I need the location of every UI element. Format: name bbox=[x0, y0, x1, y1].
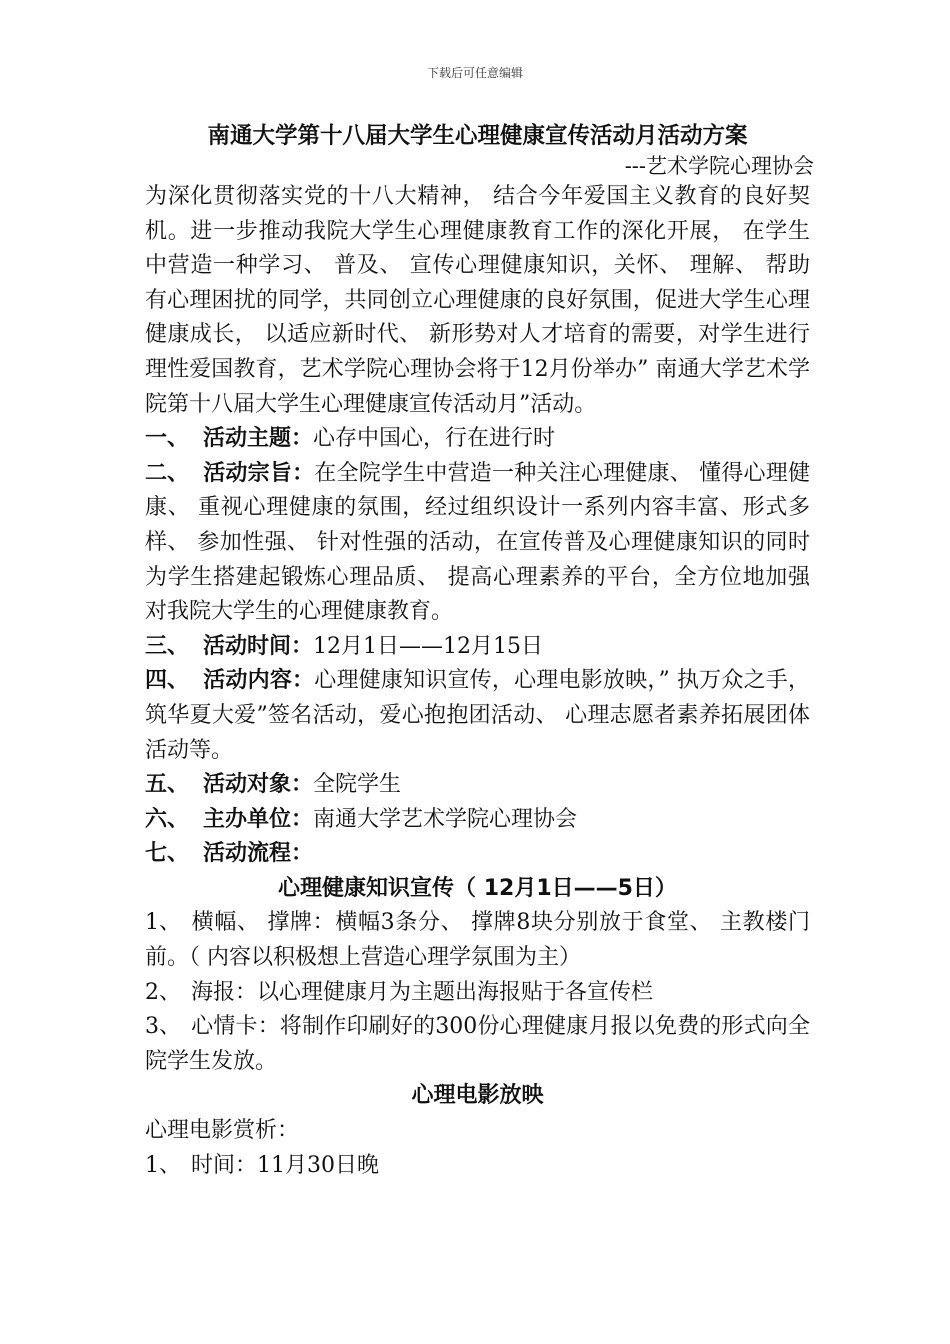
item-text: 横幅、 撑牌：横幅3条分、 撑牌8块分别放于食堂、 主教楼门前。（ 内容以积极想上营造心理学氛围为主） bbox=[145, 910, 810, 971]
document-body bbox=[145, 118, 814, 1183]
section-audience bbox=[145, 768, 810, 803]
item-text: 海报：以心理健康月为主题出海报贴于各宣传栏 bbox=[191, 979, 654, 1005]
part1-heading: 心理健康知识宣传（ 12月1日——5日） bbox=[278, 875, 677, 901]
part2-heading: 心理电影放映 bbox=[411, 1083, 544, 1109]
section-colon: ： bbox=[291, 426, 314, 452]
section-number: 三、 bbox=[145, 633, 190, 659]
section-colon: ： bbox=[291, 633, 314, 659]
document-title: 南通大学第十八届大学生心理健康宣传活动月活动方案 bbox=[207, 123, 748, 149]
item-text: 心情卡：将制作印刷好的300份心理健康月报以免费的形式向全院学生发放。 bbox=[145, 1014, 810, 1074]
section-heading: 活动内容 bbox=[203, 668, 293, 694]
section-number: 六、 bbox=[145, 806, 190, 832]
intro-paragraph: 为深化贯彻落实党的十八大精神， 结合今年爱国主义教育的良好契机。进一步推动我院大学生心理健康教育工作的深化开展， 在学生中营造一种学习、 普及、 宣传心理健康知识，关怀、 理解、 帮助有心理困扰的同学，共同创立心理健康的良好氛围，促进大学生心理健康成长， 以适应新时代、 新形势对人才培育的需要，对学生进行理性爱国教育，艺术学院心理协会将于12月份举办” 南通大学艺术学院第十八届大学生心理健康宣传活动月”活动。 bbox=[145, 184, 810, 417]
section-colon: ： bbox=[291, 841, 314, 867]
section-number: 四、 bbox=[145, 668, 190, 694]
section-text: 全院学生 bbox=[313, 772, 402, 798]
part1-item bbox=[145, 1010, 810, 1079]
section-heading: 活动主题 bbox=[203, 426, 292, 452]
section-text: 心存中国心，行在进行时 bbox=[313, 426, 556, 452]
section-text: 心理健康知识宣传，心理电影放映，” 执万众之手，筑华夏大爱”签名活动，爱心抱抱团活动、 心理志愿者素养拓展团体活动等。 bbox=[145, 668, 810, 763]
item-number: 1、 bbox=[145, 1152, 181, 1178]
section-colon: ： bbox=[291, 806, 314, 832]
item-text: 时间：11月30日晚 bbox=[191, 1152, 379, 1178]
part2-item bbox=[145, 1149, 810, 1184]
section-text: 12月1日——12月15日 bbox=[313, 633, 544, 659]
section-purpose bbox=[145, 457, 810, 630]
part1-item bbox=[145, 906, 810, 975]
section-number: 二、 bbox=[145, 460, 190, 486]
section-number: 一、 bbox=[145, 426, 190, 452]
section-heading: 活动时间 bbox=[203, 633, 292, 659]
section-content bbox=[145, 664, 810, 768]
section-colon: ： bbox=[292, 668, 315, 694]
section-number: 七、 bbox=[145, 841, 190, 867]
section-heading: 活动宗旨 bbox=[203, 460, 293, 486]
part2-lead: 心理电影赏析： bbox=[145, 1118, 300, 1144]
item-number: 2、 bbox=[145, 979, 181, 1005]
section-organizer bbox=[145, 803, 810, 838]
section-time bbox=[145, 630, 810, 665]
section-colon: ： bbox=[292, 460, 315, 486]
section-theme bbox=[145, 422, 810, 457]
part1-item bbox=[145, 976, 810, 1011]
section-text: 南通大学艺术学院心理协会 bbox=[313, 806, 578, 832]
section-number: 五、 bbox=[145, 772, 190, 798]
page-header-note: 下载后可任意编辑 bbox=[426, 66, 523, 80]
section-heading: 主办单位 bbox=[203, 806, 292, 832]
item-number: 3、 bbox=[145, 1014, 181, 1040]
item-number: 1、 bbox=[145, 910, 181, 936]
section-process bbox=[145, 837, 810, 872]
section-text: 在全院学生中营造一种关注心理健康、 懂得心理健康、 重视心理健康的氛围，经过组织设计一系列内容丰富、形式多样、 参加性强、 针对性强的活动，在宣传普及心理健康知识的同时为学生搭建起锻炼心理品质、 提高心理素养的平台，全方位地加强对我院大学生的心理健康教育。 bbox=[145, 460, 810, 625]
section-heading: 活动流程 bbox=[203, 841, 292, 867]
section-heading: 活动对象 bbox=[203, 772, 292, 798]
section-colon: ： bbox=[291, 772, 314, 798]
document-subtitle: ---艺术学院心理协会 bbox=[624, 154, 814, 178]
